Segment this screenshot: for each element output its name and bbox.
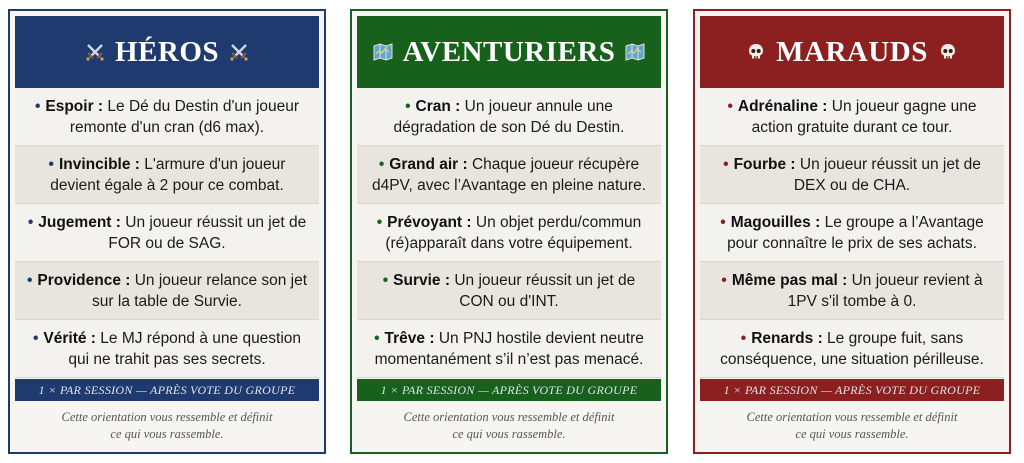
list-item — [700, 320, 1004, 378]
card-banner — [700, 16, 1004, 88]
session-footer-bar: 1 × PAR SESSION — APRÈS VOTE DU GROUPE — [15, 379, 319, 401]
list-item — [15, 320, 319, 378]
item-term: Prévoyant : — [387, 213, 472, 231]
item-text: Un PNJ hostile devient neutre momentanément s’il n’est pas menacé. — [374, 329, 644, 368]
bullet-icon: • — [727, 97, 733, 115]
item-text: Le MJ répond à une question qui ne trahit pas ses secrets. — [68, 329, 302, 368]
item-term: Espoir : — [45, 97, 104, 115]
card-note: Cette orientation vous ressemble et définit ce qui vous rassemble. — [403, 410, 615, 441]
item-text: Le groupe a l’Avantage pour connaître le prix de ses achats. — [727, 213, 984, 252]
item-term: Providence : — [37, 271, 131, 289]
item-text: L'armure d'un joueur devient égale à 2 pour ce combat. — [50, 155, 286, 194]
map-icon — [373, 42, 393, 62]
card-banner — [357, 16, 661, 88]
list-item — [357, 320, 661, 378]
list-item — [357, 262, 661, 320]
card-note: Cette orientation vous ressemble et définit ce qui vous rassemble. — [61, 410, 273, 441]
card-note: Cette orientation vous ressemble et définit ce qui vous rassemble. — [746, 410, 958, 441]
card-title: AVENTURIERS — [402, 35, 616, 68]
item-term: Même pas mal : — [731, 271, 848, 289]
list-item — [700, 262, 1004, 320]
item-text: Un joueur réussit un jet de DEX ou de CHA. — [793, 155, 981, 194]
skull-icon — [746, 42, 766, 62]
skull-icon — [938, 42, 958, 62]
card-marauds — [693, 9, 1011, 454]
bullet-icon: • — [378, 155, 385, 173]
crossed-swords-icon — [229, 42, 249, 62]
list-item — [15, 146, 319, 204]
card-title: HÉROS — [114, 35, 220, 68]
item-term: Magouilles : — [730, 213, 821, 231]
card-aventuriers — [350, 9, 668, 454]
bullet-icon: • — [376, 213, 383, 231]
list-item — [357, 146, 661, 204]
bullet-icon: • — [26, 271, 33, 289]
item-text: Le Dé du Destin d'un joueur remonte d'un cran (d6 max). — [69, 97, 300, 136]
bullet-icon: • — [721, 271, 727, 289]
bullet-icon: • — [405, 97, 411, 115]
item-term: Adrénaline : — [737, 97, 828, 115]
list-item — [700, 204, 1004, 262]
item-text: Le groupe fuit, sans conséquence, une situation périlleuse. — [720, 329, 984, 368]
crossed-swords-icon — [85, 42, 105, 62]
bullet-icon: • — [720, 213, 726, 231]
bullet-icon: • — [740, 329, 747, 347]
item-term: Trêve : — [384, 329, 435, 347]
item-text: Un joueur gagne une action gratuite durant ce tour. — [751, 97, 977, 136]
list-item — [15, 204, 319, 262]
ability-list — [15, 88, 319, 378]
card-title: MARAUDS — [776, 35, 928, 68]
bullet-icon: • — [723, 155, 729, 173]
item-term: Fourbe : — [733, 155, 796, 173]
item-text: Un joueur relance son jet sur la table de Survie. — [92, 271, 308, 310]
item-term: Invincible : — [58, 155, 140, 173]
item-text: Un joueur réussit un jet de FOR ou de SAG. — [108, 213, 307, 252]
map-icon — [625, 42, 645, 62]
item-text: Un joueur réussit un jet de CON ou d'INT. — [454, 271, 636, 310]
list-item — [357, 204, 661, 262]
ability-list — [357, 88, 661, 378]
session-footer-bar: 1 × PAR SESSION — APRÈS VOTE DU GROUPE — [357, 379, 661, 401]
item-term: Cran : — [415, 97, 461, 115]
card-banner — [15, 16, 319, 88]
list-item — [15, 88, 319, 146]
item-text: Un objet perdu/commun (ré)apparaît dans votre équipement. — [385, 213, 642, 252]
list-item — [700, 88, 1004, 146]
item-text: Un joueur revient à 1PV s'il tombe à 0. — [787, 271, 983, 310]
bullet-icon: • — [374, 329, 380, 347]
bullet-icon: • — [27, 213, 34, 231]
bullet-icon: • — [34, 97, 41, 115]
session-footer-bar: 1 × PAR SESSION — APRÈS VOTE DU GROUPE — [700, 379, 1004, 401]
list-item — [357, 88, 661, 146]
item-text: Chaque joueur récupère d4PV, avec l’Avantage en pleine nature. — [371, 155, 647, 194]
card-heros — [8, 9, 326, 454]
ability-list — [700, 88, 1004, 378]
item-term: Survie : — [393, 271, 451, 289]
item-term: Vérité : — [43, 329, 96, 347]
bullet-icon: • — [382, 271, 389, 289]
bullet-icon: • — [32, 329, 39, 347]
bullet-icon: • — [48, 155, 54, 173]
list-item — [700, 146, 1004, 204]
item-term: Grand air : — [389, 155, 468, 173]
item-term: Renards : — [751, 329, 823, 347]
list-item — [15, 262, 319, 320]
item-text: Un joueur annule une dégradation de son Dé du Destin. — [393, 97, 625, 136]
item-term: Jugement : — [38, 213, 121, 231]
